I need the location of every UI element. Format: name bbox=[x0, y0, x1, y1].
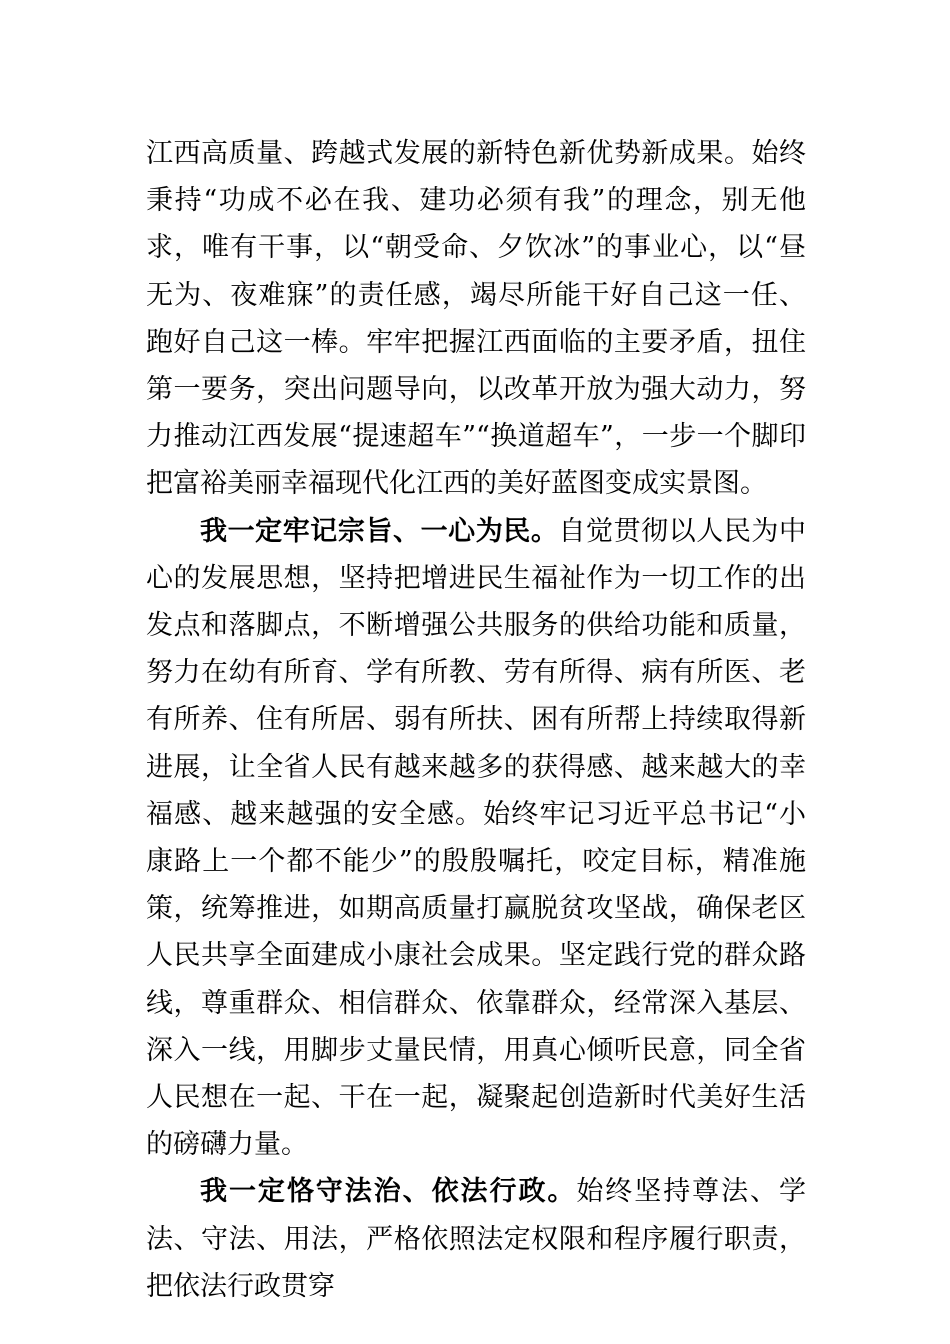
paragraph-continuation bbox=[146, 130, 806, 508]
paragraph-text: 江西高质量、跨越式发展的新特色新优势新成果。始终秉持“功成不必在我、建功必须有我”的理念，别无他求，唯有干事，以“朝受命、夕饮冰”的事业心，以“昼无为、夜难寐”的责任感，竭尽所能干好自己这一任、跑好自己这一棒。牢牢把握江西面临的主要矛盾，扭住第一要务，突出问题导向，以改革开放为强大动力，努力推动江西发展“提速超车”“换道超车”，一步一个脚印把富裕美丽幸福现代化江西的美好蓝图变成实景图。 bbox=[146, 138, 806, 500]
paragraph-text: 自觉贯彻以人民为中心的发展思想，坚持把增进民生福祉作为一切工作的出发点和落脚点，不断增强公共服务的供给功能和质量，努力在幼有所育、学有所教、劳有所得、病有所医、老有所养、住有所居、弱有所扶、困有所帮上持续取得新进展，让全省人民有越来越多的获得感、越来越大的幸福感、越来越强的安全感。始终牢记习近平总书记“小康路上一个都不能少”的殷殷嘱托，咬定目标，精准施策，统筹推进，如期高质量打赢脱贫攻坚战，确保老区人民共享全面建成小康社会成果。坚定践行党的群众路线，尊重群众、相信群众、依靠群众，经常深入基层、深入一线，用脚步丈量民情，用真心倾听民意，同全省人民想在一起、干在一起，凝聚起创造新时代美好生活的磅礴力量。 bbox=[146, 515, 807, 1161]
paragraph-rule-of-law bbox=[146, 1168, 806, 1310]
paragraph-lead-heading: 我一定牢记宗旨、一心为民。 bbox=[200, 515, 559, 547]
document-page bbox=[146, 130, 806, 1310]
paragraph-text: 始终坚持尊法、学法、守法、用法，严格依照法定权限和程序履行职责，把依法行政贯穿 bbox=[146, 1176, 807, 1302]
paragraph-serve-people bbox=[146, 508, 806, 1169]
paragraph-lead-heading: 我一定恪守法治、依法行政。 bbox=[200, 1176, 577, 1208]
